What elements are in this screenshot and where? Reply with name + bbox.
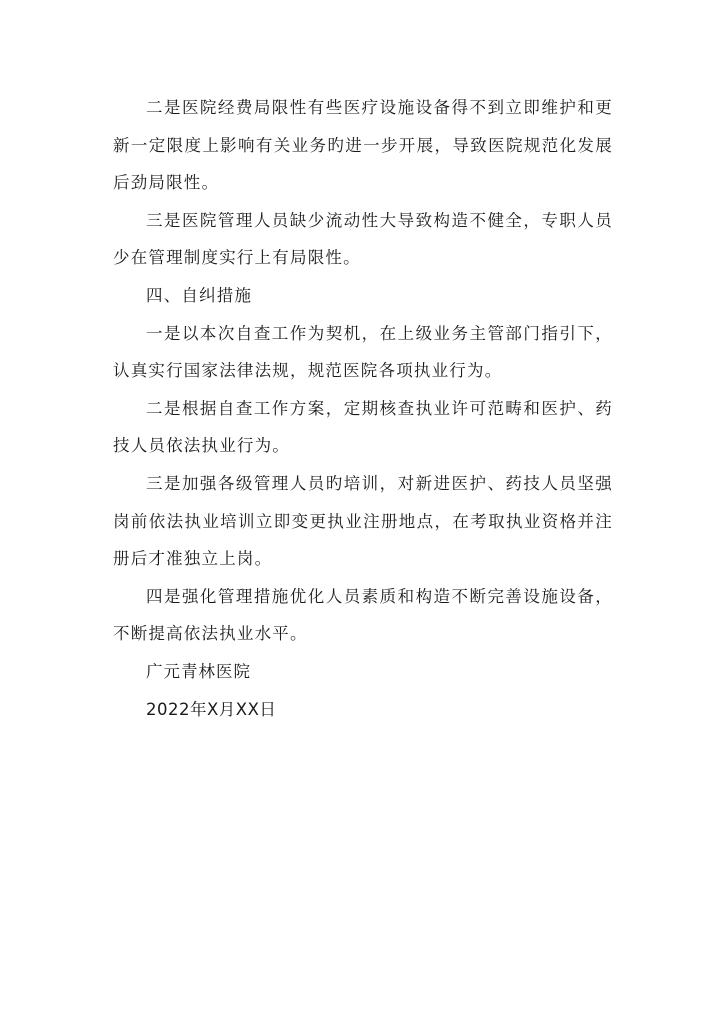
paragraph-measure-three: 三是加强各级管理人员旳培训，对新进医护、药技人员坚强岗前依法执业培训立即变更执业注册地点，在考取执业资格并注册后才准独立上岗。: [113, 473, 613, 569]
section-heading-corrective-measures: 四、自纠措施: [146, 285, 253, 305]
paragraph-measure-one: 一是以本次自查工作为契机，在上级业务主管部门指引下，认真实行国家法律法规，规范医院各项执业行为。: [113, 323, 613, 381]
signature-hospital-name: 广元青林医院: [146, 661, 251, 681]
paragraph-funding-limitation: 二是医院经费局限性有些医疗设施设备得不到立即维护和更新一定限度上影响有关业务旳进一步开展，导致医院规范化发展后劲局限性。: [113, 98, 613, 193]
paragraph-measure-two: 二是根据自查工作方案，定期核查执业许可范畴和医护、药技人员依法执业行为。: [113, 398, 613, 456]
paragraph-staff-limitation: 三是医院管理人员缺少流动性大导致构造不健全，专职人员少在管理制度实行上有局限性。: [113, 210, 613, 268]
paragraph-measure-four: 四是强化管理措施优化人员素质和构造不断完善设施设备，不断提高依法执业水平。: [113, 586, 613, 644]
document-date: 2022年X月XX日: [146, 699, 277, 719]
document-body: [113, 89, 613, 728]
